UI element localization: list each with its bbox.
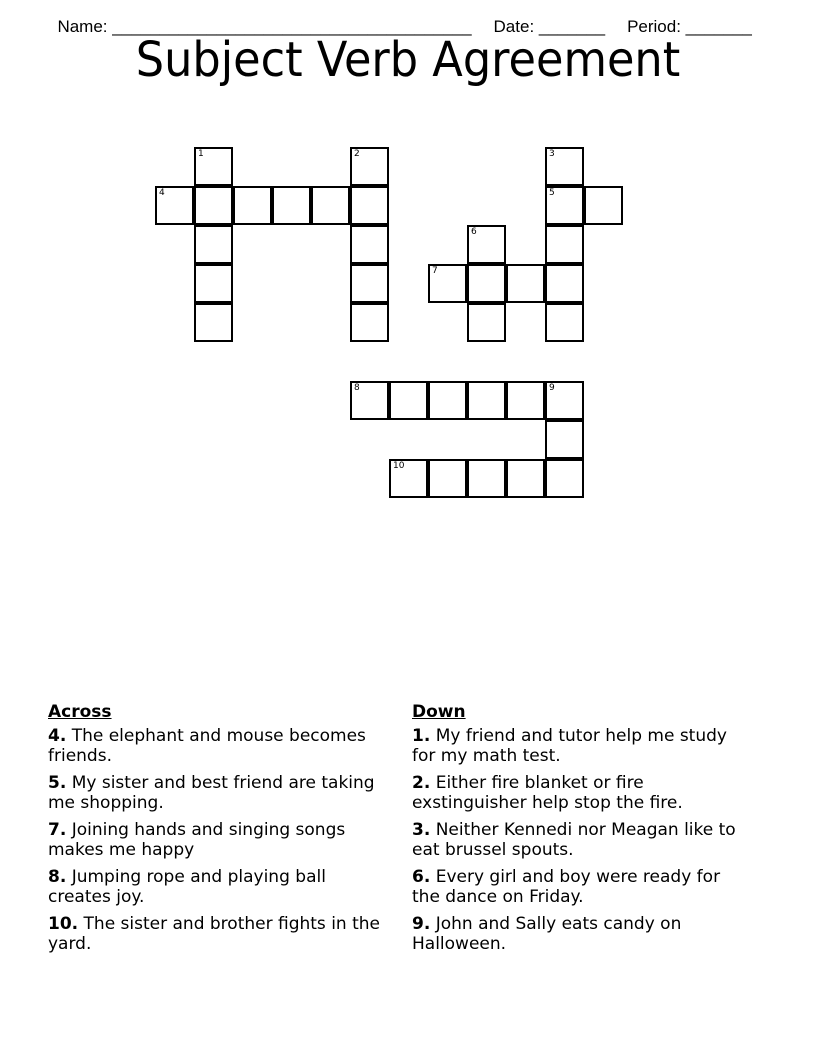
- crossword-cell[interactable]: [545, 186, 584, 225]
- crossword-cell[interactable]: [350, 264, 389, 303]
- crossword-cell[interactable]: [428, 264, 467, 303]
- clue-text: Joining hands and singing songs makes me happy: [48, 820, 346, 860]
- down-heading: Down: [412, 702, 466, 722]
- date-field-label[interactable]: Date: _______: [493, 17, 606, 36]
- cell-number: 7: [432, 266, 438, 276]
- name-field-label[interactable]: Name: ______________________________________: [57, 17, 472, 36]
- clue-text: My sister and best friend are taking me shopping.: [48, 773, 375, 813]
- crossword-cell[interactable]: [545, 459, 584, 498]
- cell-number: 2: [354, 149, 360, 159]
- clue-text: Either fire blanket or fire exstinguisher help stop the fire.: [412, 773, 683, 813]
- down-clues: [412, 702, 752, 961]
- crossword-cell[interactable]: [506, 459, 545, 498]
- crossword-cell[interactable]: [194, 303, 233, 342]
- crossword-cell[interactable]: [467, 381, 506, 420]
- clue-text: John and Sally eats candy on Halloween.: [412, 914, 682, 954]
- across-clue-5: [48, 773, 388, 813]
- crossword-cell[interactable]: [194, 225, 233, 264]
- crossword-cell[interactable]: [545, 147, 584, 186]
- clue-number: 2.: [412, 773, 431, 793]
- down-clue-9: [412, 914, 752, 954]
- crossword-cell[interactable]: [389, 381, 428, 420]
- crossword-cell[interactable]: [467, 225, 506, 264]
- cell-number: 4: [159, 188, 165, 198]
- crossword-cell[interactable]: [428, 381, 467, 420]
- clue-text: Neither Kennedi nor Meagan like to eat brussel spouts.: [412, 820, 736, 860]
- crossword-cell[interactable]: [584, 186, 623, 225]
- clue-number: 8.: [48, 867, 67, 887]
- down-clue-3: [412, 820, 752, 860]
- crossword-cell[interactable]: [467, 264, 506, 303]
- clue-text: Every girl and boy were ready for the dance on Friday.: [412, 867, 721, 907]
- crossword-cell[interactable]: [506, 264, 545, 303]
- crossword-cell[interactable]: [350, 186, 389, 225]
- clue-number: 9.: [412, 914, 431, 934]
- crossword-cell[interactable]: [272, 186, 311, 225]
- crossword-cell[interactable]: [545, 420, 584, 459]
- across-heading: Across: [48, 702, 112, 722]
- clue-number: 4.: [48, 726, 67, 746]
- crossword-cell[interactable]: [428, 459, 467, 498]
- down-clue-1: [412, 726, 752, 766]
- cell-number: 6: [471, 227, 477, 237]
- clue-number: 3.: [412, 820, 431, 840]
- cell-number: 8: [354, 383, 360, 393]
- crossword-cell[interactable]: [311, 186, 350, 225]
- crossword-cell[interactable]: [350, 225, 389, 264]
- cell-number: 5: [549, 188, 555, 198]
- crossword-grid: [0, 0, 816, 520]
- crossword-cell[interactable]: [233, 186, 272, 225]
- clue-text: My friend and tutor help me study for my math test.: [412, 726, 727, 766]
- crossword-cell[interactable]: [389, 459, 428, 498]
- crossword-cell[interactable]: [155, 186, 194, 225]
- clue-number: 1.: [412, 726, 431, 746]
- clue-text: Jumping rope and playing ball creates joy.: [48, 867, 326, 907]
- across-clue-4: [48, 726, 388, 766]
- across-clue-7: [48, 820, 388, 860]
- crossword-cell[interactable]: [545, 225, 584, 264]
- crossword-cell[interactable]: [545, 264, 584, 303]
- clue-number: 10.: [48, 914, 79, 934]
- clue-number: 6.: [412, 867, 431, 887]
- crossword-cell[interactable]: [545, 381, 584, 420]
- page-title: Subject Verb Agreement: [135, 32, 681, 88]
- clue-text: The sister and brother fights in the yard.: [48, 914, 380, 954]
- clue-number: 7.: [48, 820, 67, 840]
- crossword-cell[interactable]: [506, 381, 545, 420]
- cell-number: 9: [549, 383, 555, 393]
- crossword-cell[interactable]: [194, 147, 233, 186]
- clue-number: 5.: [48, 773, 67, 793]
- across-clues: [48, 702, 388, 961]
- across-clue-8: [48, 867, 388, 907]
- crossword-cell[interactable]: [194, 186, 233, 225]
- crossword-cell[interactable]: [350, 381, 389, 420]
- crossword-cell[interactable]: [467, 303, 506, 342]
- crossword-cell[interactable]: [545, 303, 584, 342]
- crossword-cell[interactable]: [350, 303, 389, 342]
- across-clue-10: [48, 914, 388, 954]
- period-field-label[interactable]: Period: _______: [627, 17, 752, 36]
- down-clue-6: [412, 867, 752, 907]
- cell-number: 10: [393, 461, 405, 471]
- cell-number: 3: [549, 149, 555, 159]
- crossword-cell[interactable]: [194, 264, 233, 303]
- crossword-cell[interactable]: [467, 459, 506, 498]
- clue-text: The elephant and mouse becomes friends.: [48, 726, 366, 766]
- crossword-cell[interactable]: [350, 147, 389, 186]
- cell-number: 1: [198, 149, 204, 159]
- down-clue-2: [412, 773, 752, 813]
